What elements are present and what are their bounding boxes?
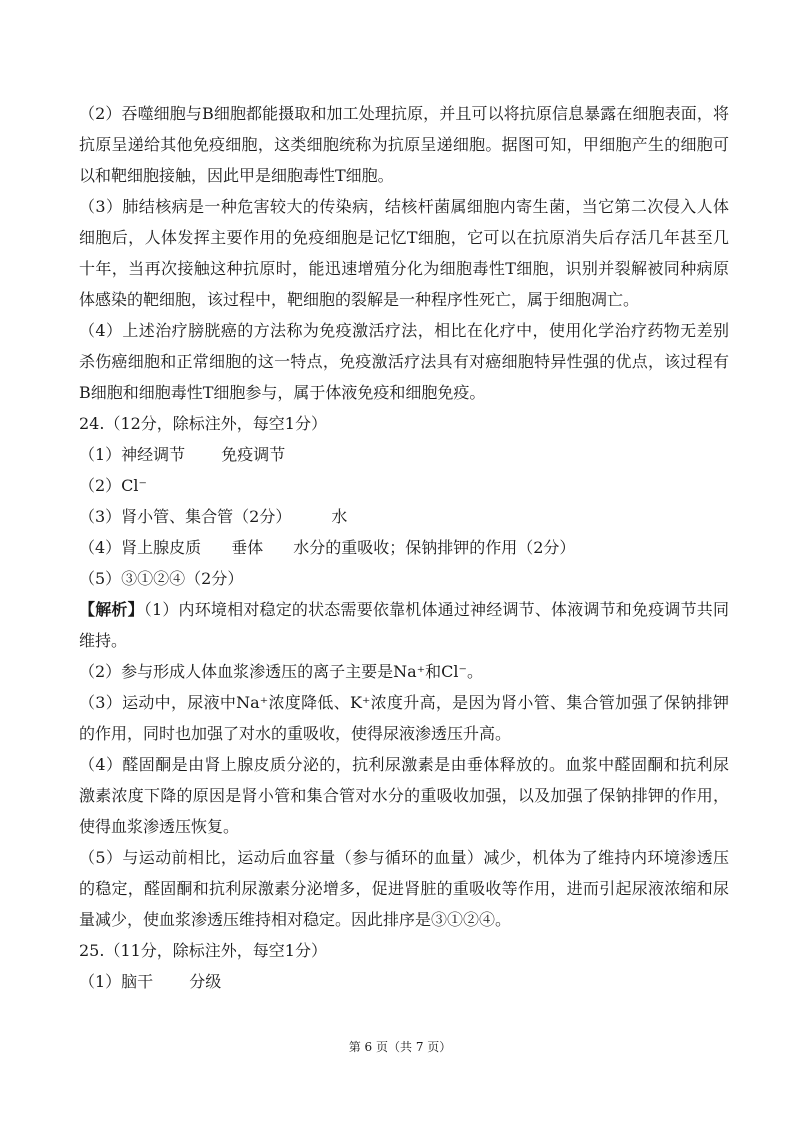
answer-24-2: （2）Cl⁻ — [79, 476, 147, 495]
document-page — [79, 98, 729, 997]
answer-24-4-value2: 水分的重吸收；保钠排钾的作用（2分） — [293, 538, 576, 557]
analysis-24-1 — [79, 594, 729, 656]
answer-24-1-value: 免疫调节 — [221, 445, 286, 464]
analysis-24-3: （3）运动中，尿液中Na⁺浓度降低、K⁺浓度升高，是因为肾小管、集合管加强了保钠排钾的作用，同时也加强了对水的重吸收，使得尿液渗透压升高。 — [79, 693, 729, 743]
answer-23-2: （2）吞噬细胞与B细胞都能摄取和加工处理抗原，并且可以将抗原信息暴露在细胞表面，将抗原呈递给其他免疫细胞，这类细胞统称为抗原呈递细胞。据图可知，甲细胞产生的细胞可以和靶细胞接触，因此甲是细胞毒性T细胞。 — [79, 104, 729, 185]
question-24-header: 24.（12分，除标注外，每空1分） — [79, 414, 327, 433]
answer-25-1-value: 分级 — [189, 972, 222, 991]
page-footer: 第 6 页（共 7 页） — [348, 1040, 452, 1054]
analysis-tag: 【解析】 — [79, 600, 144, 619]
answer-24-3-value: 水 — [331, 507, 348, 526]
answer-24-1-label: （1）神经调节 — [79, 445, 186, 464]
answer-24-4 — [79, 532, 729, 563]
answer-25-1-label: （1）脑干 — [79, 972, 154, 991]
answer-24-3-label: （3）肾小管、集合管（2分） — [79, 507, 292, 526]
answer-25-1 — [79, 966, 729, 997]
analysis-24-1-text: （1）内环境相对稳定的状态需要依靠机体通过神经调节、体液调节和免疫调节共同维持。 — [79, 600, 729, 650]
answer-23-3: （3）肺结核病是一种危害较大的传染病，结核杆菌属细胞内寄生菌，当它第二次侵入人体细胞后，人体发挥主要作用的免疫细胞是记忆T细胞，它可以在抗原消失后存活几年甚至几十年，当再次接触这种抗原时，能迅速增殖分化为细胞毒性T细胞，识别并裂解被同种病原体感染的靶细胞，该过程中，靶细胞的裂解是一种程序性死亡，属于细胞凋亡。 — [79, 197, 729, 309]
analysis-24-4: （4）醛固酮是由肾上腺皮质分泌的，抗利尿激素是由垂体释放的。血浆中醛固酮和抗利尿激素浓度下降的原因是肾小管和集合管对水分的重吸收加强，以及加强了保钠排钾的作用，使得血浆渗透压恢复。 — [79, 755, 729, 836]
answer-24-4-label: （4）肾上腺皮质 — [79, 538, 202, 557]
answer-24-1 — [79, 439, 729, 470]
answer-24-5: （5）③①②④（2分） — [79, 569, 244, 588]
question-25-header: 25.（11分，除标注外，每空1分） — [79, 941, 327, 960]
answer-24-3 — [79, 501, 729, 532]
answer-24-4-value1: 垂体 — [231, 538, 264, 557]
answer-23-4: （4）上述治疗膀胱癌的方法称为免疫激活疗法，相比在化疗中，使用化学治疗药物无差别杀伤癌细胞和正常细胞的这一特点，免疫激活疗法具有对癌细胞特异性强的优点，该过程有B细胞和细胞毒性T细胞参与，属于体液免疫和细胞免疫。 — [79, 321, 729, 402]
analysis-24-5: （5）与运动前相比，运动后血容量（参与循环的血量）减少，机体为了维持内环境渗透压的稳定，醛固酮和抗利尿激素分泌增多，促进肾脏的重吸收等作用，进而引起尿液浓缩和尿量减少，使血浆渗透压维持相对稳定。因此排序是③①②④。 — [79, 848, 729, 929]
analysis-24-2: （2）参与形成人体血浆渗透压的离子主要是Na⁺和Cl⁻。 — [79, 662, 483, 681]
